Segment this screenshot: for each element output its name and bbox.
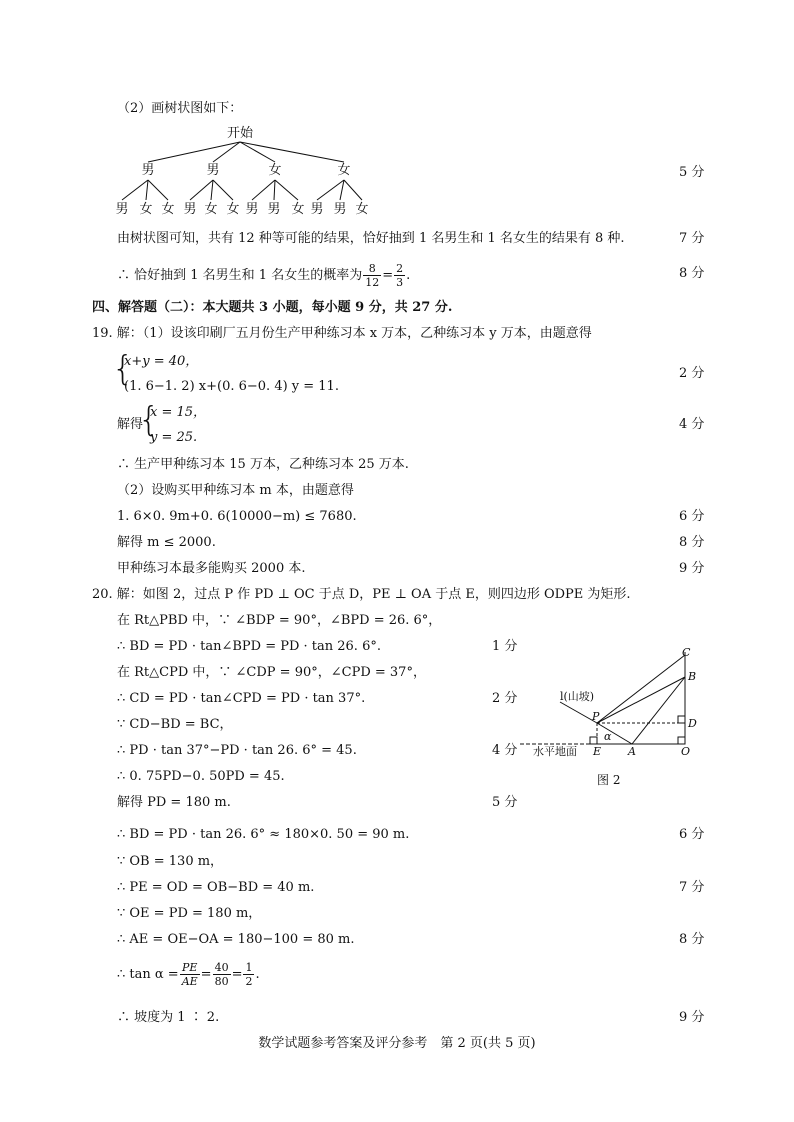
step-text: ∴ 0. 75PD−0. 50PD = 45. (117, 769, 285, 784)
fraction-numerator: 1 (245, 961, 253, 974)
score-label: 6 分 (679, 509, 705, 524)
period: . (406, 268, 411, 283)
fraction-denominator: 80 (214, 975, 229, 988)
fraction-denominator: 12 (365, 276, 380, 289)
probability-text (117, 262, 410, 289)
fraction-numerator: 8 (363, 262, 381, 276)
inequality-solution-line (0, 533, 794, 553)
equals-sign: = (382, 268, 394, 283)
tan-prefix: ∴ tan α = (117, 967, 179, 982)
fraction-denominator: AE (181, 975, 198, 988)
conclusion-line (0, 455, 794, 475)
step-text: ∴ CD = PD · tan∠CPD = PD · tan 37°. (117, 691, 366, 706)
page-footer: 数学试题参考答案及评分参考 第 2 页(共 5 页) (258, 1036, 536, 1051)
score-label: 6 分 (679, 827, 705, 842)
score-label: 8 分 (679, 932, 705, 947)
q20-intro: 20. 解：如图 2，过点 P 作 PD ⊥ OC 于点 D，PE ⊥ OA 于点 E，则四边形 ODPE 为矩形. (92, 587, 631, 602)
angle-alpha-label: α (604, 730, 612, 743)
solution-x: x = 15， (150, 405, 207, 420)
step-text: ∴ BD = PD · tan 26. 6° ≈ 180×0. 50 = 90 m. (117, 827, 410, 842)
line-pa (597, 723, 632, 744)
q20-step (0, 878, 794, 898)
right-angle-d (678, 716, 685, 723)
tree-leaf: 男 (333, 202, 347, 217)
fraction-numerator: PE (180, 961, 200, 975)
score-label: 7 分 (679, 231, 705, 246)
tree-score-line (0, 163, 794, 183)
equation-score-line (0, 364, 794, 384)
tree-leaf: 女 (291, 202, 305, 217)
answer-text: 由树状图可知，共有 12 种等可能的结果，恰好抽到 1 名男生和 1 名女生的结果有 8 种. (117, 231, 625, 246)
step-text: 在 Rt△PBD 中，∵ ∠BDP = 90°，∠BPD = 26. 6°， (117, 613, 442, 628)
tree-leaf: 女 (226, 202, 240, 217)
ground-label: 水平地面 (533, 745, 577, 758)
conclusion-text: 甲种练习本最多能购买 2000 本. (117, 561, 306, 576)
part2-heading-line (0, 99, 794, 119)
q20-step (0, 904, 794, 924)
tree-leaf: 女 (139, 202, 153, 217)
tree-level1-node: 女 (337, 163, 351, 178)
score-label: 4 分 (492, 743, 518, 758)
solution-prefix: 解得 (117, 417, 144, 432)
score-label: 8 分 (679, 266, 705, 281)
step-text: ∴ BD = PD · tan∠BPD = PD · tan 26. 6°. (117, 639, 381, 654)
q20-step (0, 852, 794, 872)
probability-prefix: ∴ 恰好抽到 1 名男生和 1 名女生的概率为 (117, 268, 363, 283)
q20-step (0, 611, 794, 631)
section4-heading: 四、解答题（二）：本大题共 3 小题，每小题 9 分，共 27 分. (92, 300, 453, 315)
tree-leaf: 男 (183, 202, 197, 217)
score-label: 7 分 (679, 880, 705, 895)
conclusion-text: ∴ 生产甲种练习本 15 万本，乙种练习本 25 万本. (117, 457, 409, 472)
score-label: 2 分 (492, 691, 518, 706)
step-text: ∴ 坡度为 1 ∶ 2. (117, 1010, 220, 1025)
equation-2: (1. 6−1. 2) x+(0. 6−0. 4) y = 11. (124, 379, 339, 394)
period: . (255, 967, 260, 982)
right-angle-e (590, 737, 597, 744)
line-pc (597, 655, 685, 723)
q20-step (0, 1008, 794, 1028)
line-pb (597, 677, 685, 723)
part2-heading: （2）画树状图如下： (117, 101, 243, 116)
fraction-denominator: 2 (245, 975, 253, 988)
equals-sign: = (200, 967, 212, 982)
fraction-8-12 (363, 262, 381, 289)
tan-alpha-text (117, 960, 260, 990)
inequality-solution: 解得 m ≤ 2000. (117, 535, 216, 550)
q19-intro: 19. 解：（1）设该印刷厂五月份生产甲种练习本 x 万本，乙种练习本 y 万本，由题意得 (92, 326, 592, 341)
right-angle-o (678, 737, 685, 744)
point-o-label: O (681, 745, 691, 758)
fraction-numerator: 2 (396, 262, 404, 275)
score-label: 9 分 (679, 561, 705, 576)
q20-step (0, 825, 794, 845)
solution-value-line (0, 403, 794, 423)
equals-sign: = (231, 967, 243, 982)
step-text: ∴ PE = OD = OB−BD = 40 m. (117, 880, 315, 895)
step-text: ∴ AE = OE−OA = 180−100 = 80 m. (117, 932, 355, 947)
tree-level1-node: 女 (268, 163, 282, 178)
section4-heading-line (0, 298, 794, 318)
inequality-text: 1. 6×0. 9m+0. 6(10000−m) ≤ 7680. (117, 509, 357, 524)
tree-leaf: 男 (115, 202, 129, 217)
fraction-2-3 (394, 262, 405, 289)
answer-line (0, 229, 794, 249)
fraction-1-2 (243, 961, 254, 988)
part2-line (0, 481, 794, 501)
score-label: 2 分 (679, 366, 705, 381)
tree-leaf: 女 (161, 202, 175, 217)
score-label: 9 分 (679, 1010, 705, 1025)
point-b-label: B (688, 670, 697, 683)
point-e-label: E (593, 745, 602, 758)
tree-leaf: 男 (310, 202, 324, 217)
q20-step (0, 793, 794, 813)
figure-2-diagram (520, 640, 720, 790)
point-c-label: C (682, 646, 691, 659)
score-label: 5 分 (679, 165, 705, 180)
fraction-numerator: 40 (214, 961, 229, 974)
probability-line (0, 262, 794, 289)
q20-step (0, 930, 794, 950)
score-label: 4 分 (679, 417, 705, 432)
point-p-label: P (592, 710, 600, 723)
step-text: 解得 PD = 180 m. (117, 795, 231, 810)
system-brace: { (112, 349, 134, 389)
score-label: 8 分 (679, 535, 705, 550)
fraction-40-80 (213, 961, 231, 988)
figure-caption: 图 2 (597, 773, 621, 787)
q20-step (0, 960, 794, 990)
point-d-label: D (688, 717, 697, 730)
step-text: ∵ OE = PD = 180 m， (117, 906, 262, 921)
point-a-label: A (628, 745, 636, 758)
q20-line (0, 585, 794, 605)
score-label: 1 分 (492, 639, 518, 654)
step-text: ∵ OB = 130 m， (117, 854, 224, 869)
step-text: 在 Rt△CPD 中，∵ ∠CDP = 90°，∠CPD = 37°， (117, 665, 426, 680)
tree-leaf: 女 (204, 202, 218, 217)
inequality-line (0, 507, 794, 527)
solution-y: y = 25. (150, 430, 198, 445)
step-text: ∵ CD−BD = BC， (117, 717, 233, 732)
solution-value-line (0, 428, 794, 448)
fraction-denominator: 3 (396, 276, 404, 289)
slope-label: l(山坡) (560, 690, 595, 703)
score-label: 5 分 (492, 795, 518, 810)
line-ab (632, 677, 685, 744)
fraction-pe-ae (180, 961, 200, 988)
q19-line (0, 324, 794, 344)
equation-1: x+y = 40， (124, 354, 199, 369)
tree-leaf: 女 (355, 202, 369, 217)
tree-leaf: 男 (245, 202, 259, 217)
tree-root: 开始 (226, 126, 253, 141)
part2-text: （2）设购买甲种练习本 m 本，由题意得 (117, 483, 354, 498)
tree-leaf: 男 (267, 202, 281, 217)
conclusion-line (0, 559, 794, 579)
step-text: ∴ PD · tan 37°−PD · tan 26. 6° = 45. (117, 743, 357, 758)
solution-brace: { (138, 400, 160, 440)
tree-level1-node: 男 (141, 163, 155, 178)
tree-level1-node: 男 (206, 163, 220, 178)
